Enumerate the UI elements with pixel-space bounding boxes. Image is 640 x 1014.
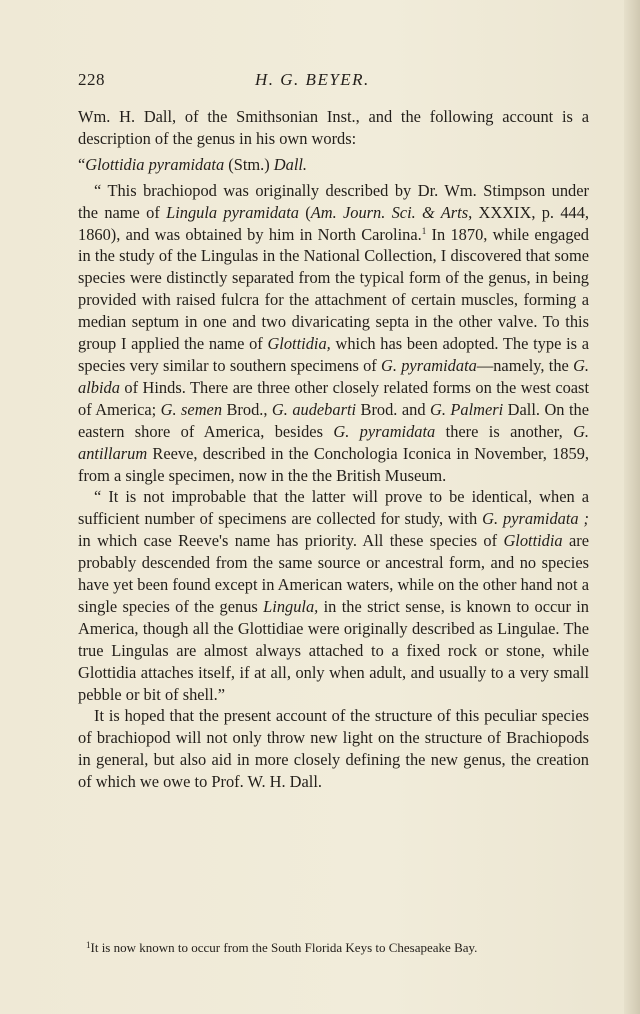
footnote-text: It is now known to occur from the South Florida Keys to Chesapeake Bay. <box>90 940 478 955</box>
footnote <box>86 940 586 956</box>
running-head: H. G. BEYER. <box>255 70 370 89</box>
body-text <box>78 106 589 793</box>
footnote-ref[interactable]: 1 <box>421 225 427 236</box>
intro-paragraph: Wm. H. Dall, of the Smithsonian Inst., and the following account is a description of the genus in his own words: <box>78 107 589 148</box>
page-header <box>78 70 588 96</box>
species-title: “Glottidia pyramidata (Stm.) Dall. <box>78 154 308 174</box>
page-edge <box>624 0 640 1014</box>
closing-paragraph: It is hoped that the present account of the structure of this peculiar species of brachiopod will not only throw new light on the structure of Brachiopods in general, but also aid in more closely defining the new genus, the creation of which we owe to Prof. W. H. Dall. <box>78 706 589 792</box>
quote-paragraph-2: “ It is not improbable that the latter will prove to be identical, when a sufficient number of specimens are collected for study, with G. pyramidata ; in which case Reeve's name has priority. All these species of Glottidia are probably descended from the same source or ancestral form, and no species have yet been found except in American waters, while on the other hand not a single species of the genus Lingula, in the strict sense, is known to occur in America, though all the Glottidiae were originally described as Lingulae. The true Lingulas are almost always attached to a fixed rock or stone, while Glottidia attaches itself, if at all, only when adult, and usually to a very small pebble or bit of shell.” <box>78 487 590 704</box>
page-number: 228 <box>78 70 105 89</box>
quote-paragraph-1: “ This brachiopod was originally described by Dr. Wm. Stimpson under the name of Lingula pyramidata (Am. Journ. Sci. & Arts, XXXIX, p. 444, 1860), and was obtained by him in North Carolina.$^1$ In 1870, while engaged in the study of the Lingulas in the National Collection, I discovered that some species were distinctly separated from the typical form of the genus, in being provided with raised fulcra for the attachment of certain muscles, forming a median septum in one and two divaricating septa in the other valve. To this group I applied the name of Glottidia, which has been adopted. The type is a species very similar to southern specimens of G. pyramidata—namely, the G. albida of Hinds. There are three other closely related forms on the west coast of America; G. semen Brod., G. audebarti Brod. and G. Palmeri Dall. On the eastern shore of America, besides G. pyramidata there is another, G. antillarum Reeve, described in the Conchologia Iconica in November, 1859, from a single specimen, now in the the British Museum. <box>78 180 590 485</box>
footnote-marker: 1 <box>86 940 91 950</box>
